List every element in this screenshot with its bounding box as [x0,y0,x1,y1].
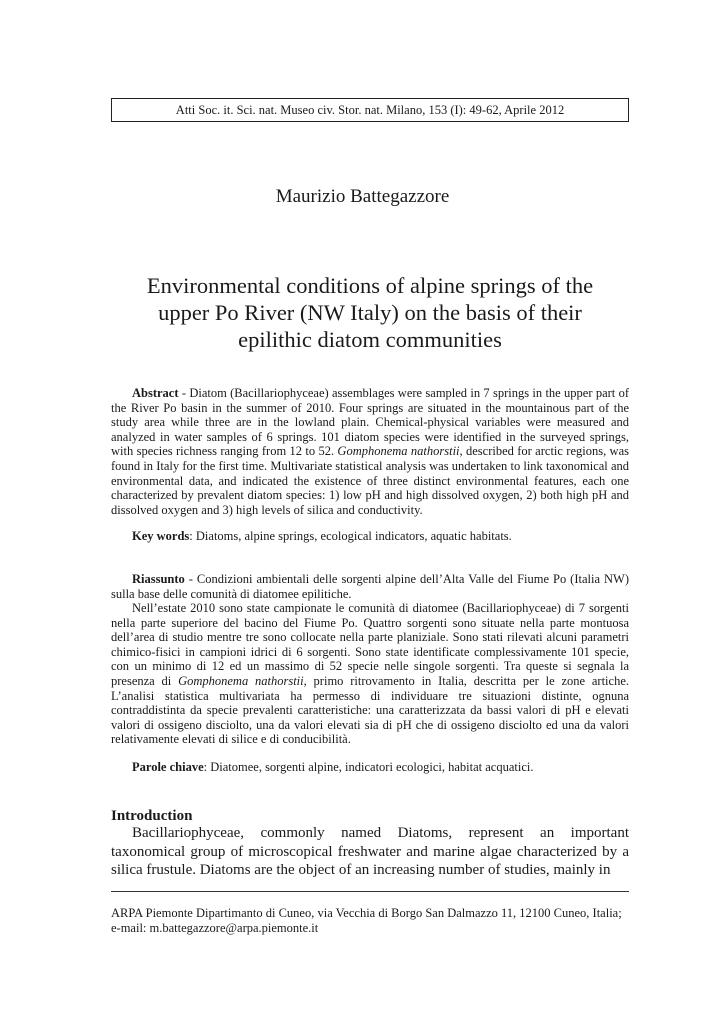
abstract-text-a: - Diatom (Bacillariophyceae) assemblages were sampled in 7 springs in the upper part of the River Po basin in the summer of 2010. Four springs are situated in the mountainous part of the study area while three are in the lowland plain. Chemical-physical variables were measured and analyzed in water samples of 6 springs. 101 diatom species were identified in the surveyed springs, with species richness ranging from 12 to 52. [111,386,629,459]
riassunto-species: Gomphonema nathorstii, [178,673,307,688]
journal-citation-box [111,98,629,122]
abstract-paragraph [111,386,629,517]
abstract-label: Abstract [132,386,179,400]
parole-chiave-text: : Diatomee, sorgenti alpine, indicatori ecologici, habitat acquatici. [203,760,534,774]
introduction-text: Bacillariophyceae, commonly named Diatoms, represent an important taxonomical group of microscopical freshwater and marine algae characterized by a silica frustule. Diatoms are the object of an increasing number of studies, mainly in [111,825,629,878]
riassunto-label: Riassunto [132,572,185,586]
affiliation-footnote [111,906,641,936]
title-line-2: upper Po River (NW Italy) on the basis of their [158,300,582,325]
journal-citation: Atti Soc. it. Sci. nat. Museo civ. Stor. nat. Milano, 153 (I): 49-62, Aprile 2012 [175,103,565,117]
abstract-species: Gomphonema nathorstii [337,444,460,459]
riassunto-text-2: Nell’estate 2010 sono state campionate le comunità di diatomee (Bacillariophyceae) di 7 sorgenti nella parte superiore del bacino del Fiume Po. Quattro sorgenti sono situate nella parte montuosa dell’area di studio mentre tre sono collocate nella parte planiziale. Sono stati rilevati alcuni parametri chimico-fisici in campioni idrici di 6 sorgenti. Sono state identificate complessivamente 101 specie, con un minimo di 12 ed un massimo di 52 specie nelle singole sorgenti. Tra queste si segnala la presenza di [111,601,629,688]
keywords-text: : Diatoms, alpine springs, ecological indicators, aquatic habitats. [189,529,512,543]
footnote-divider [111,891,629,892]
riassunto-body [111,601,629,747]
author-name: Maurizio Battegazzore [275,186,450,207]
riassunto-text-1: - Condizioni ambientali delle sorgenti alpine dell’Alta Valle del Fiume Po (Italia NW) sulla base delle comunità di diatomee epilitiche. [111,572,629,601]
paper-title [111,272,629,353]
riassunto-intro [111,572,629,601]
abstract-text-b: , described for arctic regions, was found in Italy for the first time. Multivariate statistical analysis was undertaken to link taxonomical and environmental data, and indicated the existence of three distinct environmental features, each one characterized by prevalent diatom species: 1) low pH and high dissolved oxygen, 2) both high pH and dissolved oxygen and 3) high levels of silica and conductivity. [111,444,629,517]
footnote-address: ARPA Piemonte Dipartimanto di Cuneo, via Vecchia di Borgo San Dalmazzo 11, 12100 Cuneo, Italia; [111,906,622,920]
introduction-heading: Introduction [111,808,193,824]
title-line-3: epilithic diatom communities [238,327,502,352]
footnote-email: e-mail: m.battegazzore@arpa.piemonte.it [111,921,319,935]
parole-chiave-line [132,760,629,775]
parole-chiave-label: Parole chiave [132,760,204,774]
riassunto-text-3: primo ritrovamento in Italia, descritta per le zone artiche. L’analisi statistica multivariata ha permesso di individuare tre situazioni distinte, ognuna contraddistinta da specie prevalenti caratteristiche: una caratterizzata da bassi valori di pH e elevati valori di ossigeno disciolto, una da valori elevati sia di pH che di ossigeno disciolto ed una da valori relativamente elevati di silice e di conducibilità. [111,673,629,747]
title-line-1: Environmental conditions of alpine springs of the [146,273,594,298]
keywords-label: Key words [132,529,190,543]
keywords-line [132,529,629,544]
